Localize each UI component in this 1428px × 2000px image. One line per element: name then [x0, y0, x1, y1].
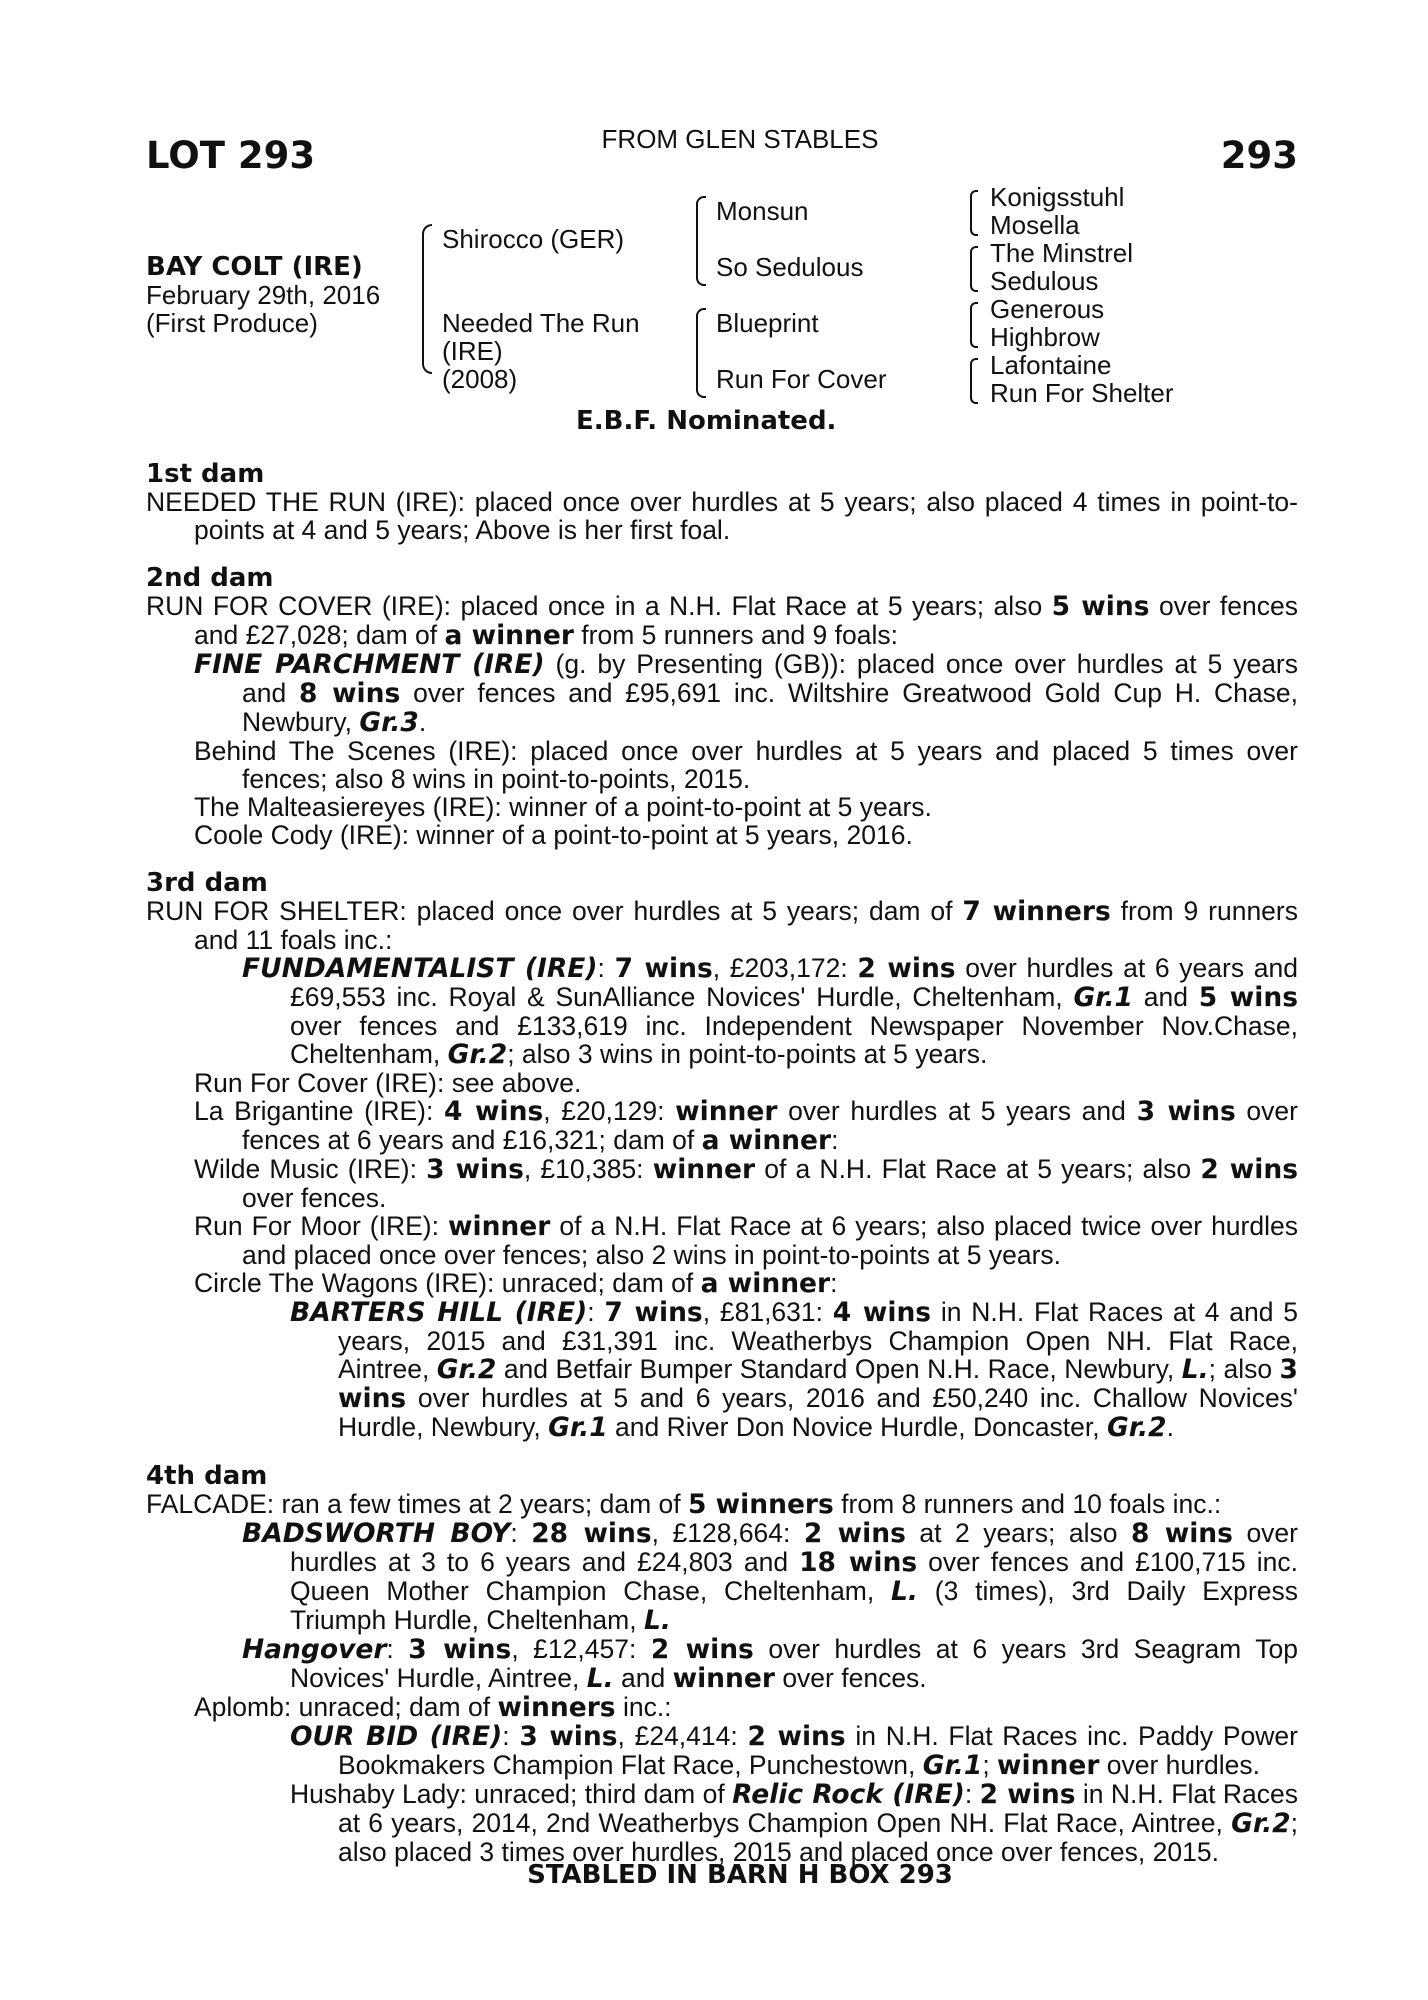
dam-line-1: Needed The Run	[442, 308, 640, 338]
horse-name: BAY COLT (IRE)	[146, 252, 363, 282]
produce-fundamentalist: FUNDAMENTALIST (IRE): 7 wins, £203,172: 2 wins over hurdles at 6 years and £69,553 inc. Royal & SunAlliance Novices' Hurdle, Cheltenham, Gr.1 and 5 wins over fences and £133,619 inc. Independent Newspaper November Nov.Chase, Cheltenham, Gr.2; also 3 wins in point-to-points at 5 years.	[242, 953, 1298, 1070]
sire-dam: So Sedulous	[716, 252, 864, 282]
gen3-3: The Minstrel	[990, 238, 1134, 268]
section-title-dam1: 1st dam	[146, 459, 265, 489]
brace-g3-2	[970, 246, 978, 292]
produce-badsworth-boy: BADSWORTH BOY: 28 wins, £128,664: 2 wins at 2 years; also 8 wins over hurdles at 3 to 6 years and £24,803 and 18 wins over fences and £100,715 inc. Queen Mother Champion Chase, Cheltenham, L. (3 times), 3rd Daily Express Triumph Hurdle, Cheltenham, L.	[242, 1518, 1298, 1636]
produce-hushaby-lady: Hushaby Lady: unraced; third dam of Relic Rock (IRE): 2 wins in N.H. Flat Races at 6 years, 2014, 2nd Weatherbys Champion Open NH. Flat Race, Aintree, Gr.2; also placed 3 times over hurdles, 2015 and placed once over fences, 2015.	[290, 1779, 1298, 1867]
gen3-4: Sedulous	[990, 266, 1099, 296]
produce-barters-hill: BARTERS HILL (IRE): 7 wins, £81,631: 4 wins in N.H. Flat Races at 4 and 5 years, 2015 and £31,391 inc. Weatherbys Champion Open NH. Flat Race, Aintree, Gr.2 and Betfair Bumper Standard Open N.H. Race, Newbury, L.; also 3 wins over hurdles at 5 and 6 years, 2016 and £50,240 inc. Challow Novices' Hurdle, Newbury, Gr.1 and River Don Novice Hurdle, Doncaster, Gr.2.	[290, 1297, 1299, 1443]
gen3-1: Konigsstuhl	[990, 182, 1125, 212]
brace-g3-4	[970, 358, 978, 404]
gen3-6: Highbrow	[990, 322, 1100, 352]
produce-record	[146, 440, 1298, 1866]
produce-run-for-cover: Run For Cover (IRE): see above.	[194, 1068, 582, 1098]
dam-sire: Blueprint	[716, 308, 819, 338]
produce-behind-the-scenes: Behind The Scenes (IRE): placed once over hurdles at 5 years and placed 5 times over fences; also 8 wins in point-to-points, 2015.	[194, 736, 1298, 794]
produce-la-brigantine: La Brigantine (IRE): 4 wins, £20,129: winner over hurdles at 5 years and 3 wins over fences at 6 years and £16,321; dam of a winner:	[194, 1096, 1298, 1156]
ebf-nominated: E.B.F. Nominated.	[576, 406, 837, 436]
lot-label: LOT 293	[146, 134, 316, 177]
brace-main	[422, 224, 432, 374]
dam1-text: NEEDED THE RUN (IRE): placed once over hurdles at 5 years; also placed 4 times in point-to-points at 4 and 5 years; Above is her first foal.	[146, 487, 1298, 545]
gen3-2: Mosella	[990, 210, 1080, 240]
brace-dam	[696, 308, 706, 398]
produce-coole-cody: Coole Cody (IRE): winner of a point-to-point at 5 years, 2016.	[194, 820, 913, 850]
produce-hangover: Hangover: 3 wins, £12,457: 2 wins over hurdles at 6 years 3rd Seagram Top Novices' Hurdle, Aintree, L. and winner over fences.	[242, 1634, 1299, 1694]
dam-line-3: (2008)	[442, 364, 518, 394]
produce-circle-the-wagons: Circle The Wagons (IRE): unraced; dam of a winner:	[194, 1268, 838, 1299]
dam-line-2: (IRE)	[442, 336, 503, 366]
produce-wilde-music: Wilde Music (IRE): 3 wins, £10,385: winner of a N.H. Flat Race at 5 years; also 2 wins over fences.	[194, 1154, 1298, 1213]
section-title-dam2: 2nd dam	[146, 563, 274, 593]
produce-run-for-moor: Run For Moor (IRE): winner of a N.H. Flat Race at 6 years; also placed twice over hurdles and placed once over fences; also 2 wins in point-to-points at 5 years.	[194, 1211, 1298, 1270]
brace-g3-3	[970, 302, 978, 348]
dam4-text: FALCADE: ran a few times at 2 years; dam of 5 winners from 8 runners and 10 foals inc.:	[146, 1489, 1222, 1520]
gen3-5: Generous	[990, 294, 1105, 324]
produce-aplomb: Aplomb: unraced; dam of winners inc.:	[194, 1692, 672, 1723]
dam-dam: Run For Cover	[716, 364, 887, 394]
brace-g3-1	[970, 190, 978, 236]
lot-number: 293	[1220, 134, 1298, 177]
produce-fine-parchment: FINE PARCHMENT (IRE) (g. by Presenting (GB)): placed once over hurdles at 5 years and 8 wins over fences and £95,691 inc. Wiltshire Greatwood Gold Cup H. Chase, Newbury, Gr.3.	[194, 649, 1299, 738]
dam3-text: RUN FOR SHELTER: placed once over hurdles at 5 years; dam of 7 winners from 9 runners and 11 foals inc.:	[146, 896, 1298, 955]
produce-malteasiereyes: The Malteasiereyes (IRE): winner of a point-to-point at 5 years.	[194, 792, 932, 822]
sire: Shirocco (GER)	[442, 224, 625, 254]
horse-note: (First Produce)	[146, 308, 318, 338]
brace-sire	[696, 196, 706, 286]
gen3-7: Lafontaine	[990, 350, 1112, 380]
consignor: FROM GLEN STABLES	[601, 124, 879, 154]
gen3-8: Run For Shelter	[990, 378, 1174, 408]
section-title-dam4: 4th dam	[146, 1461, 268, 1491]
produce-our-bid: OUR BID (IRE): 3 wins, £24,414: 2 wins in N.H. Flat Races inc. Paddy Power Bookmakers Champion Flat Race, Punchestown, Gr.1; winner over hurdles.	[290, 1721, 1298, 1781]
section-title-dam3: 3rd dam	[146, 868, 268, 898]
sire-sire: Monsun	[716, 196, 809, 226]
horse-dob: February 29th, 2016	[146, 280, 381, 310]
stabling-info: STABLED IN BARN H BOX 293	[527, 1860, 953, 1890]
dam2-text: RUN FOR COVER (IRE): placed once in a N.H. Flat Race at 5 years; also 5 wins over fences and £27,028; dam of a winner from 5 runners and 9 foals:	[146, 591, 1298, 651]
